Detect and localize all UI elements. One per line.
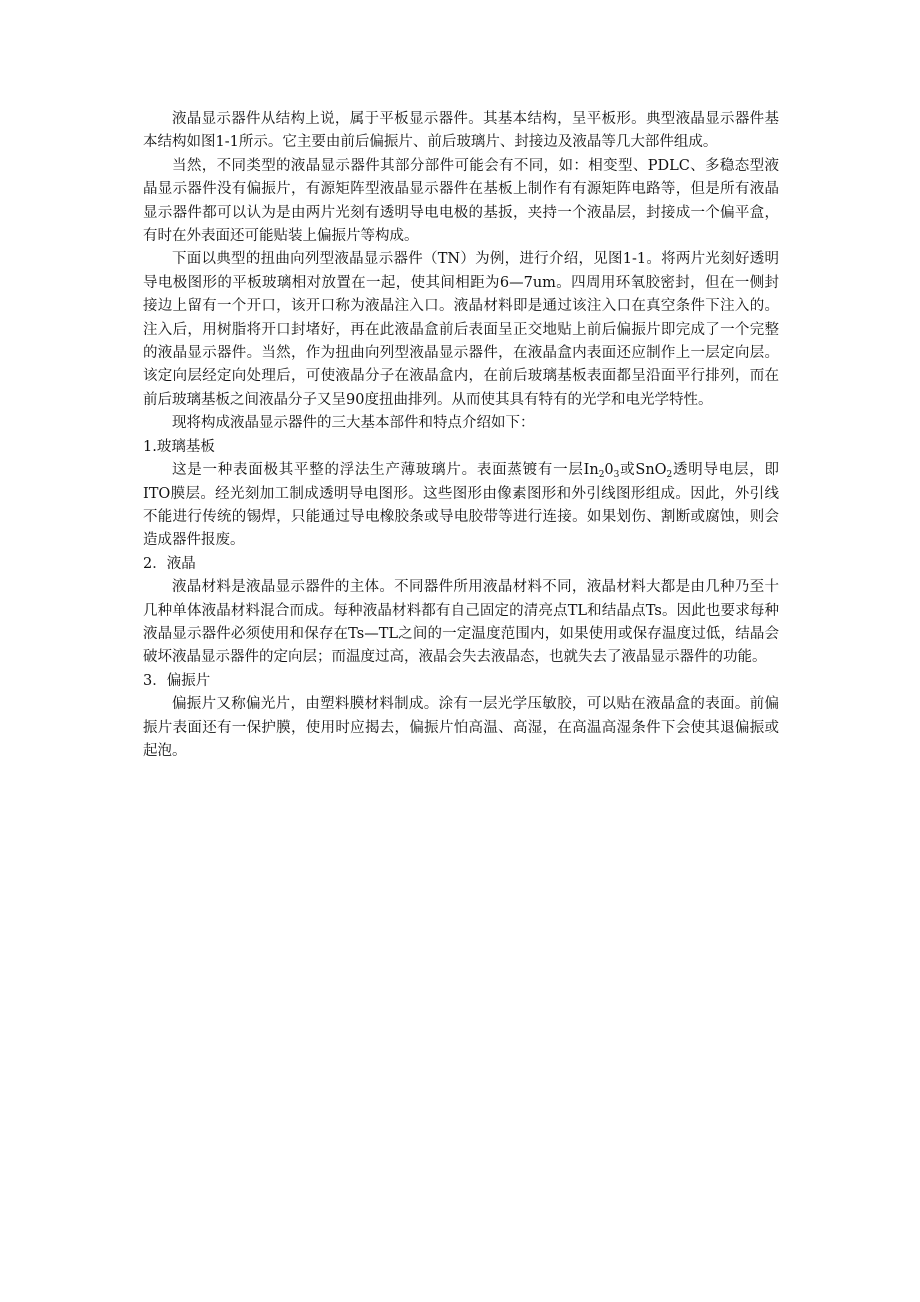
glass-text-part3: 或SnO [619,462,667,479]
glass-subscript-2: 3 [613,470,620,481]
section-heading-polarizer: 3．偏振片 [143,672,211,689]
glass-text-part2: 0 [604,462,614,479]
section-heading-glass: 1.玻璃基板 [143,438,215,455]
document-body [143,108,779,763]
glass-text-part1: 这是一种表面极其平整的浮法生产薄玻璃片。表面蒸镀有一层In [172,462,599,479]
section-heading-liquid-crystal: 2．液晶 [143,555,196,572]
paragraph-polarizer: 偏振片又称偏光片，由塑料膜材料制成。涂有一层光学压敏胶，可以贴在液晶盒的表面。前偏振片表面还有一保护膜，使用时应揭去，偏振片怕高温、高湿，在高温高湿条件下会使其退偏振或起泡。 [143,696,779,759]
glass-text-part4: 透明导电层，即ITO膜层。经光刻加工制成透明导电图形。这些图形由像素图形和外引线图形组成。因此，外引线不能进行传统的锡焊，只能通过导电橡胶条或导电胶带等进行连接。如果划伤、割断或腐蚀，则会造成器件报废。 [143,462,779,549]
paragraph-overview: 现将构成液晶显示器件的三大基本部件和特点介绍如下： [172,415,535,432]
glass-subscript-3: 2 [666,470,673,481]
glass-subscript-1: 2 [598,470,605,481]
paragraph-liquid-crystal: 液晶材料是液晶显示器件的主体。不同器件所用液晶材料不同，液晶材料大都是由几种乃至十几种单体液晶材料混合而成。每种液晶材料都有自己固定的清亮点TL和结晶点Ts。因此也要求每种液晶显示器件必须使用和保存在Ts—TL之间的一定温度范围内，如果使用或保存温度过低，结晶会破坏液晶显示器件的定向层；而温度过高，液晶会失去液晶态，也就失去了液晶显示器件的功能。 [143,579,779,666]
paragraph-variants: 当然，不同类型的液晶显示器件其部分部件可能会有不同，如：相变型、PDLC、多稳态型液晶显示器件没有偏振片，有源矩阵型液晶显示器件在基板上制作有有源矩阵电路等，但是所有液晶显示器件都可以认为是由两片光刻有透明导电电极的基扳，夹持一个液晶层，封接成一个偏平盒，有时在外表面还可能贴装上偏振片等构成。 [143,157,779,245]
paragraph-glass [143,459,779,553]
paragraph-tn-example: 下面以典型的扭曲向列型液晶显示器件（TN）为例，进行介绍，见图1-1。将两片光刻好透明导电极图形的平板玻璃相对放置在一起，使其间相距为6—7um。四周用环氧胶密封，但在一侧封接边上留有一个开口，该开口称为液晶注入口。液晶材料即是通过该注入口在真空条件下注入的。注入后，用树脂将开口封堵好，再在此液晶盒前后表面呈正交地贴上前后偏振片即完成了一个完整的液晶显示器件。当然，作为扭曲向列型液晶显示器件，在液晶盒内表面还应制作上一层定向层。该定向层经定向处理后，可使液晶分子在液晶盒内，在前后玻璃基板表面都呈沿面平行排列，而在前后玻璃基板之间液晶分子又呈90度扭曲排列。从而使其具有特有的光学和电光学特性。 [143,251,779,408]
paragraph-intro: 液晶显示器件从结构上说，属于平板显示器件。其基本结构，呈平板形。典型液晶显示器件基本结构如图1-1所示。它主要由前后偏振片、前后玻璃片、封接边及液晶等几大部件组成。 [143,111,779,151]
